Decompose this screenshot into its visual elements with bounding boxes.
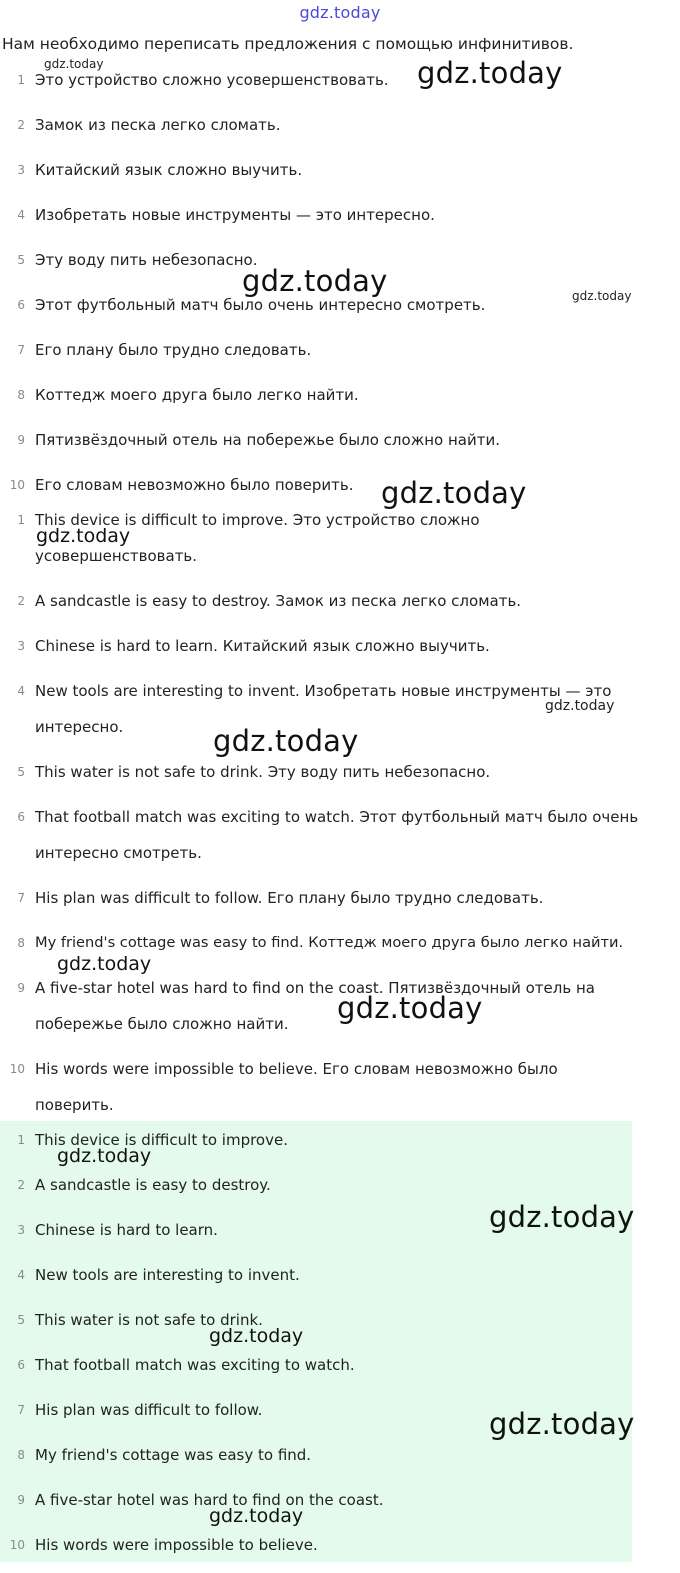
task-instruction: Нам необходимо переписать предложения с помощью инфинитивов. bbox=[2, 35, 574, 53]
list-item bbox=[0, 970, 665, 1042]
list-item bbox=[0, 1213, 383, 1258]
item-number: 6 bbox=[17, 1358, 25, 1372]
item-text: Эту воду пить небезопасно. bbox=[35, 251, 258, 269]
item-text: His plan was difficult to follow. Его плану было трудно следовать. bbox=[35, 889, 544, 907]
watermark-text: gdz.today bbox=[57, 1145, 152, 1167]
item-text: Его словам невозможно было поверить. bbox=[35, 476, 354, 494]
list-item bbox=[0, 754, 675, 790]
item-number: 5 bbox=[17, 253, 25, 267]
item-number: 4 bbox=[17, 1268, 25, 1282]
list-item bbox=[0, 1123, 383, 1168]
list-item bbox=[0, 1528, 383, 1573]
item-number: 4 bbox=[17, 684, 25, 698]
list-item bbox=[0, 293, 595, 338]
item-number: 2 bbox=[17, 1178, 25, 1192]
list-item bbox=[0, 880, 675, 916]
item-text: Замок из песка легко сломать. bbox=[35, 116, 281, 134]
item-number: 8 bbox=[17, 1448, 25, 1462]
item-number: 4 bbox=[17, 208, 25, 222]
watermark-text: gdz.today bbox=[545, 698, 615, 714]
item-text: New tools are interesting to invent. bbox=[35, 1266, 300, 1284]
item-number: 2 bbox=[17, 594, 25, 608]
item-text: Chinese is hard to learn. bbox=[35, 1221, 218, 1239]
watermark-text: gdz.today bbox=[213, 724, 359, 758]
item-number: 7 bbox=[17, 343, 25, 357]
watermark-text: gdz.today bbox=[209, 1325, 304, 1347]
item-text: New tools are interesting to invent. Изобретать новые инструменты — это интересно. bbox=[35, 682, 612, 736]
item-text: Chinese is hard to learn. Китайский язык сложно выучить. bbox=[35, 637, 490, 655]
item-text: This device is difficult to improve. Это устройство сложно усовершенствовать. bbox=[35, 511, 480, 565]
item-text: His words were impossible to believe. bbox=[35, 1536, 318, 1554]
item-number: 1 bbox=[17, 73, 25, 87]
watermark-text: gdz.today bbox=[417, 56, 563, 90]
list-item bbox=[0, 1051, 635, 1123]
item-text: This device is difficult to improve. bbox=[35, 1131, 288, 1149]
list-item bbox=[0, 1438, 383, 1483]
item-number: 5 bbox=[17, 1313, 25, 1327]
item-text: A five-star hotel was hard to find on the coast. bbox=[35, 1491, 384, 1509]
watermark-text: gdz.today bbox=[489, 1407, 635, 1441]
list-item bbox=[0, 925, 680, 961]
list-item bbox=[0, 428, 595, 473]
item-text: My friend's cottage was easy to find. bbox=[35, 1446, 312, 1464]
list-item bbox=[0, 1303, 383, 1348]
item-number: 8 bbox=[17, 388, 25, 402]
watermark-text: gdz.today bbox=[242, 264, 388, 298]
watermark-text: gdz.today bbox=[572, 289, 632, 303]
list-item bbox=[0, 1258, 383, 1303]
item-number: 9 bbox=[17, 433, 25, 447]
item-text: A sandcastle is easy to destroy. bbox=[35, 1176, 271, 1194]
item-text: Коттедж моего друга было легко найти. bbox=[35, 386, 359, 404]
list-item bbox=[0, 383, 595, 428]
item-number: 6 bbox=[17, 810, 25, 824]
list-item bbox=[0, 502, 535, 574]
item-number: 7 bbox=[17, 1403, 25, 1417]
item-text: My friend's cottage was easy to find. Коттедж моего друга было легко найти. bbox=[35, 934, 624, 951]
list-item bbox=[0, 799, 645, 871]
list-item bbox=[0, 1483, 383, 1528]
answer-list bbox=[0, 1123, 383, 1573]
item-number: 6 bbox=[17, 298, 25, 312]
item-text: Пятизвёздочный отель на побережье было сложно найти. bbox=[35, 431, 500, 449]
item-number: 10 bbox=[9, 1062, 25, 1076]
item-number: 3 bbox=[17, 1223, 25, 1237]
list-item bbox=[0, 1168, 383, 1213]
list-item bbox=[0, 338, 595, 383]
list-item bbox=[0, 628, 675, 664]
watermark-text: gdz.today bbox=[44, 57, 104, 71]
item-text: A sandcastle is easy to destroy. Замок из песка легко сломать. bbox=[35, 592, 522, 610]
item-text: That football match was exciting to watch. Этот футбольный матч было очень интересно смотреть. bbox=[35, 808, 639, 862]
item-text: This water is not safe to drink. Эту воду пить небезопасно. bbox=[35, 763, 491, 781]
item-text: His words were impossible to believe. Его словам невозможно было поверить. bbox=[35, 1060, 558, 1114]
list-item bbox=[0, 583, 675, 619]
watermark-text: gdz.today bbox=[209, 1505, 304, 1527]
item-text: Этот футбольный матч было очень интересно смотреть. bbox=[35, 296, 486, 314]
item-number: 10 bbox=[9, 478, 25, 492]
item-text: That football match was exciting to watch. bbox=[35, 1356, 355, 1374]
item-number: 1 bbox=[17, 1133, 25, 1147]
item-text: Китайский язык сложно выучить. bbox=[35, 161, 303, 179]
item-text: Его плану было трудно следовать. bbox=[35, 341, 312, 359]
item-number: 5 bbox=[17, 765, 25, 779]
list-item bbox=[0, 1348, 383, 1393]
item-number: 1 bbox=[17, 513, 25, 527]
item-text: A five-star hotel was hard to find on the coast. Пятизвёздочный отель на побережье было сложно найти. bbox=[35, 979, 595, 1033]
item-number: 2 bbox=[17, 118, 25, 132]
site-brand-link[interactable]: gdz.today bbox=[299, 3, 381, 22]
item-number: 9 bbox=[17, 981, 25, 995]
list-item bbox=[0, 113, 595, 158]
list-item bbox=[0, 248, 595, 293]
item-number: 3 bbox=[17, 163, 25, 177]
item-text: This water is not safe to drink. bbox=[35, 1311, 263, 1329]
list-item bbox=[0, 673, 665, 745]
item-text: Изобретать новые инструменты — это интересно. bbox=[35, 206, 435, 224]
item-number: 3 bbox=[17, 639, 25, 653]
item-number: 9 bbox=[17, 1493, 25, 1507]
item-number: 8 bbox=[17, 936, 25, 950]
item-number: 7 bbox=[17, 891, 25, 905]
list-item bbox=[0, 68, 595, 113]
watermark-text: gdz.today bbox=[489, 1200, 635, 1234]
list-item bbox=[0, 158, 595, 203]
watermark-text: gdz.today bbox=[337, 991, 483, 1025]
list-item bbox=[0, 203, 595, 248]
item-text: His plan was difficult to follow. bbox=[35, 1401, 263, 1419]
list-item bbox=[0, 1393, 383, 1438]
russian-sentence-list bbox=[0, 68, 595, 518]
item-text: Это устройство сложно усовершенствовать. bbox=[35, 71, 389, 89]
item-number: 10 bbox=[9, 1538, 25, 1552]
watermark-text: gdz.today bbox=[36, 525, 131, 547]
watermark-text: gdz.today bbox=[57, 953, 152, 975]
watermark-text: gdz.today bbox=[381, 476, 527, 510]
